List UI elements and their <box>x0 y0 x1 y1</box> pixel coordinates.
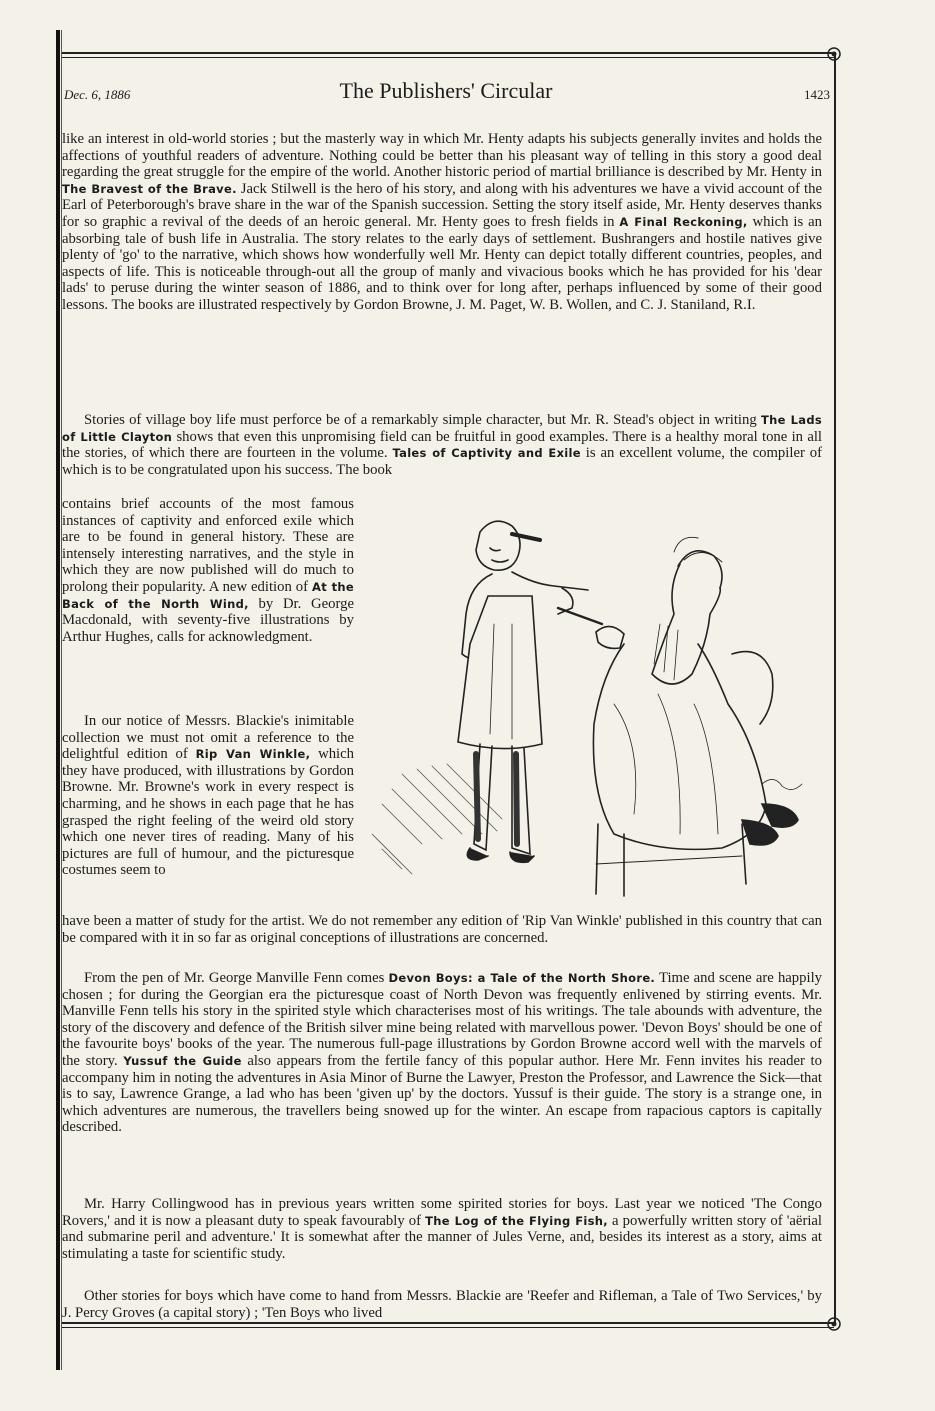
top-rule <box>62 52 834 54</box>
top-rule-inner <box>62 57 834 58</box>
corner-ornament-icon <box>826 46 842 62</box>
article-paragraph-4 <box>62 970 822 1136</box>
article-paragraph-1 <box>62 131 822 314</box>
text-run: also appears from the fertile fancy of this popular author. Here Mr. Fenn invites his reader to accompany him in noting the adventures in Asia Minor of Burne the Lawyer, Preston the Professor, and Lawrence the Sick—that is to say, Lawrence Grange, a lad who has been 'given up' by the doctors. Yussuf is their guide. The story is a strange one, in which adventures are numerous, the travellers being snowed up for the winter. An escape from rapacious captors is capitally described. <box>62 1052 822 1136</box>
bottom-rule-inner <box>62 1327 834 1328</box>
text-run: is an excellent volume, the compiler of which is to be congratulated upon his success. The book <box>62 445 822 478</box>
article-paragraph-5 <box>62 1196 822 1262</box>
corner-ornament-icon <box>826 1316 842 1332</box>
text-run: Other stories for boys which have come to hand from Messrs. Blackie are 'Reefer and Rifleman, a Tale of Two Services,' by J. Percy Groves (a capital story) ; 'Ten Boys who lived <box>62 1288 822 1321</box>
bottom-rule <box>62 1322 834 1324</box>
book-title: The Bravest of the Brave. <box>62 181 237 196</box>
book-title: Rip Van Winkle, <box>195 747 311 762</box>
book-title: The Lads of Little Clayton <box>62 413 822 444</box>
issue-date: Dec. 6, 1886 <box>64 87 131 102</box>
page-number: 1423 <box>804 87 830 102</box>
text-run: a powerfully written story of 'aërial and submarine peril and adventure.' It is somewhat after the manner of Jules Verne, and, besides its interest as a story, aims at stimulating a taste for scientific study. <box>62 1212 823 1262</box>
page-binding-edge <box>56 30 60 1370</box>
text-run: Jack Stilwell is the hero of his story, and along with his adventures we have a vivid account of the Earl of Peterborough's brave share in the war of the Spanish succession. Setting the story itself aside, Mr. Henty deserves thanks for so graphic a revival of the deeds of an heroic general. Mr. Henty goes to fresh fields in <box>62 180 822 230</box>
article-paragraph-3 <box>62 713 354 879</box>
text-run: have been a matter of study for the artist. We do not remember any edition of 'Rip Van Winkle' published in this country that can be compared with it in so far as original conceptions of illustrations are concerned. <box>62 913 822 946</box>
rip-van-winkle-illustration <box>362 504 820 910</box>
book-title: A Final Reckoning, <box>619 214 748 229</box>
book-title: Devon Boys: a Tale of the North Shore. <box>388 971 656 985</box>
book-title: Yussuf the Guide <box>123 1053 242 1068</box>
text-run: which they have produced, with illustrations by Gordon Browne. Mr. Browne's work in every respect is charming, and he shows in each page that he has grasped the right feeling of the weird old story which one never tires of reading. Many of his pictures are full of humour, and the picturesque costumes seem to <box>62 746 354 879</box>
text-run: Stories of village boy life must perforce be of a remarkably simple character, but Mr. R. Stead's object in writing <box>84 412 761 428</box>
text-run: Mr. Harry Collingwood has in previous years written some spirited stories for boys. Last year we noticed 'The Congo Rovers,' and it is now a pleasant duty to speak favourably of <box>62 1196 822 1229</box>
text-run: From the pen of Mr. George Manville Fenn comes <box>84 970 389 986</box>
text-run: contains brief accounts of the most famous instances of captivity and enforced exile which are to be found in general history. These are intensely interesting narratives, and the style in which they are now published will do much to prolong their popularity. A new edition of <box>62 496 354 595</box>
page-header <box>62 78 830 106</box>
article-paragraph-3-continued <box>62 913 822 946</box>
text-run: by Dr. George Macdonald, with seventy-five illustrations by Arthur Hughes, calls for acknowledgment. <box>62 595 354 645</box>
book-title: The Log of the Flying Fish, <box>425 1213 608 1228</box>
article-paragraph-2-continued <box>62 496 354 645</box>
article-paragraph-2 <box>62 412 822 478</box>
right-rule <box>834 52 836 1324</box>
publication-title: The Publishers' Circular <box>339 78 553 103</box>
article-paragraph-6 <box>62 1288 822 1321</box>
text-run: like an interest in old-world stories ; but the masterly way in which Mr. Henty adapts his subjects generally invites and holds the affections of youthful readers of adventure. Nothing could be better than his pleasant way of telling in this story a good deal regarding the great struggle for the empire of the world. Another historic period of martial brilliance is described by Mr. Henty in <box>62 131 822 181</box>
text-run: In our notice of Messrs. Blackie's inimitable collection we must not omit a reference to the delightful edition of <box>62 713 354 763</box>
book-title: Tales of Captivity and Exile <box>392 446 581 461</box>
text-run: shows that even this unpromising field can be fruitful in good examples. There is a healthy moral tone in all the stories, of which there are fourteen in the volume. <box>62 428 823 462</box>
text-run: which is an absorbing tale of bush life in Australia. The story relates to the early days of settlement. Bushrangers and hostile natives give plenty of 'go' to the narrative, which shows how wonderfully well Mr. Henty can depict totally different countries, peoples, and aspects of life. This is noticeable through-out all the group of manly and vivacious books which he has provided for his 'dear lads' to peruse during the winter season of 1886, and to think over for long after, perhaps influenced by some of their good lessons. The books are illustrated respectively by Gordon Browne, J. M. Paget, W. B. Wollen, and C. J. Staniland, R.I. <box>62 213 823 313</box>
text-run: Time and scene are happily chosen ; for during the Georgian era the picturesque coast of North Devon was frequently enlivened by stirring events. Mr. Manville Fenn tells his story in the spirited style which characterises most of his writings. The tale abounds with adventure, the story of the discovery and defence of the British silver mine being related with marvellous power. 'Devon Boys' should be one of the favourite boys' books of the year. The numerous full-page illustrations by Gordon Browne accord well with the marvels of the story. <box>62 970 822 1069</box>
book-title: At the Back of the North Wind, <box>62 579 354 611</box>
